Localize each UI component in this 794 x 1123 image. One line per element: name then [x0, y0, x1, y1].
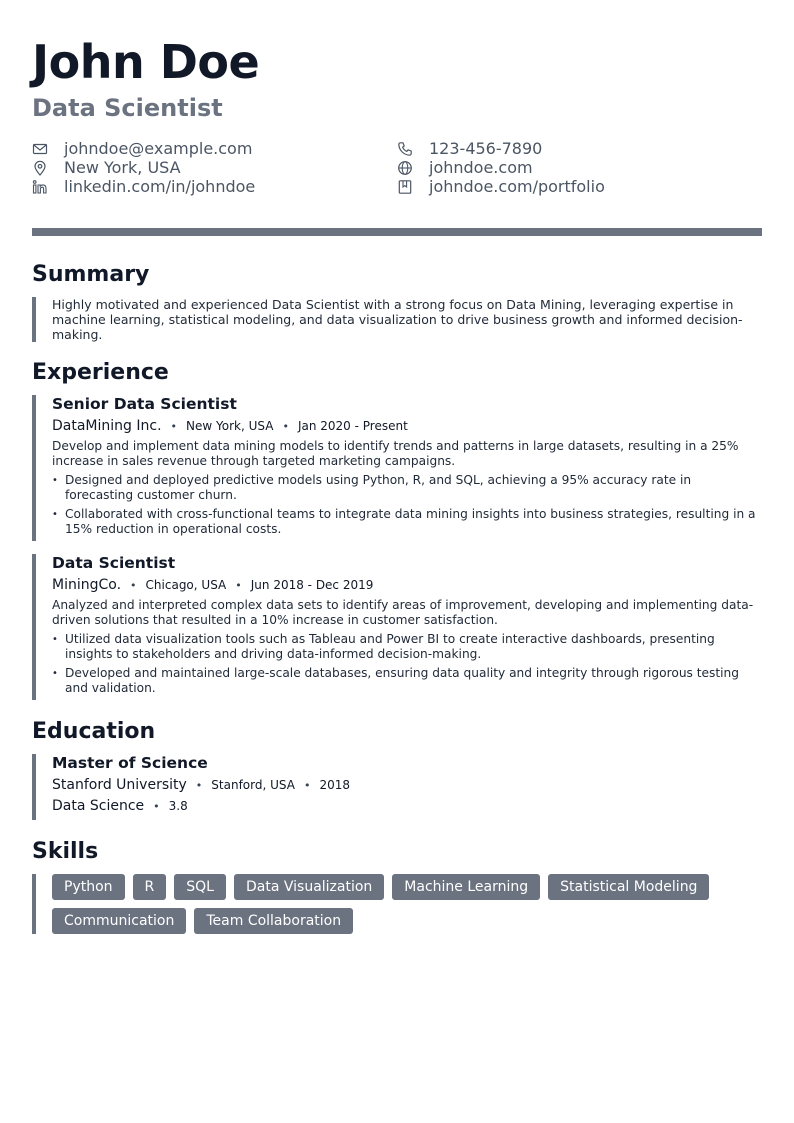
separator-dot: • [282, 420, 289, 433]
list-item: • Designed and deployed predictive models using Python, R, and SQL, achieving a 95% accuracy rate in forecasting customer churn. [52, 473, 762, 503]
job-position: Data Scientist [52, 554, 176, 572]
job-location: New York, USA [186, 419, 274, 433]
contact-email-text: johndoe@example.com [64, 139, 253, 158]
contact-portfolio[interactable] [397, 177, 605, 196]
map-pin-icon [32, 160, 48, 176]
separator-dot: • [303, 779, 311, 792]
contact-linkedin-text: linkedin.com/in/johndoe [64, 177, 256, 196]
skill-tag: Python [52, 874, 125, 900]
separator-dot: • [153, 800, 160, 813]
experience-heading: Experience [32, 360, 169, 385]
contact-location-text: New York, USA [64, 158, 181, 177]
globe-icon [397, 160, 413, 176]
separator-dot: • [130, 579, 137, 592]
job-meta [52, 418, 762, 435]
job-bullets [52, 632, 762, 696]
contact-phone[interactable] [397, 139, 542, 158]
list-item: • Developed and maintained large-scale databases, ensuring data quality and integrity through rigorous testing and validation. [52, 666, 762, 696]
contact-phone-text: 123-456-7890 [429, 139, 543, 158]
portfolio-book-icon [397, 179, 413, 195]
linkedin-icon [32, 179, 48, 195]
separator-dot: • [170, 420, 178, 433]
education-school: Stanford University [52, 777, 187, 793]
contact-info [32, 139, 762, 199]
contact-location [32, 158, 181, 177]
list-item: • Collaborated with cross-functional teams to integrate data mining insights into business strategies, resulting in a 15% reduction in operational costs. [52, 507, 762, 537]
contact-linkedin[interactable] [32, 177, 255, 196]
skill-tag: Team Collaboration [194, 908, 353, 934]
job-meta [52, 577, 762, 594]
job-dates: Jan 2020 - Present [297, 419, 408, 433]
education-degree: Master of Science [52, 754, 208, 772]
education-field-meta [52, 798, 762, 815]
job-company: DataMining Inc. [52, 418, 162, 434]
skills-list [52, 874, 752, 934]
job-location: Chicago, USA [145, 578, 227, 592]
education-meta [52, 777, 762, 794]
skill-tag: Communication [52, 908, 186, 934]
skill-tag: Machine Learning [392, 874, 540, 900]
phone-icon [397, 141, 413, 157]
education-location: Stanford, USA [211, 778, 295, 792]
skills-heading: Skills [32, 839, 99, 864]
skill-tag: Data Visualization [234, 874, 384, 900]
job-position: Senior Data Scientist [52, 395, 237, 413]
summary-block [32, 297, 762, 342]
skill-tag: R [133, 874, 167, 900]
candidate-role: Data Scientist [32, 94, 223, 122]
education-entry [32, 754, 762, 820]
contact-portfolio-text: johndoe.com/portfolio [429, 177, 605, 196]
education-gpa: 3.8 [168, 799, 188, 813]
job-dates: Jun 2018 - Dec 2019 [250, 578, 374, 592]
contact-website-text: johndoe.com [429, 158, 533, 177]
education-field: Data Science [52, 798, 145, 814]
summary-heading: Summary [32, 262, 150, 287]
separator-dot: • [235, 579, 242, 592]
skill-tag: SQL [174, 874, 226, 900]
job-description: Analyzed and interpreted complex data sets to identify areas of improvement, developing and implementing data-driven solutions that resulted in a 10% increase in customer satisfaction. [52, 598, 754, 627]
skills-block [32, 874, 762, 934]
separator-dot: • [195, 779, 203, 792]
job-bullets [52, 473, 762, 537]
job-entry [32, 554, 762, 700]
education-heading: Education [32, 719, 156, 744]
contact-website[interactable] [397, 158, 533, 177]
candidate-name: John Doe [32, 35, 260, 89]
header-divider [32, 228, 762, 236]
mail-icon [32, 141, 48, 157]
job-entry [32, 395, 762, 541]
skill-tag: Statistical Modeling [548, 874, 709, 900]
summary-text: Highly motivated and experienced Data Scientist with a strong focus on Data Mining, leveraging expertise in machine learning, statistical modeling, and data visualization to drive business growth and informed decision-making. [52, 297, 743, 342]
list-item: • Utilized data visualization tools such as Tableau and Power BI to create interactive dashboards, presenting insights to stakeholders and driving data-informed decision-making. [52, 632, 762, 662]
job-company: MiningCo. [52, 577, 122, 593]
education-year: 2018 [319, 778, 350, 792]
job-description: Develop and implement data mining models to identify trends and patterns in large datasets, resulting in a 25% increase in sales revenue through targeted marketing campaigns. [52, 439, 739, 468]
contact-email[interactable] [32, 139, 252, 158]
